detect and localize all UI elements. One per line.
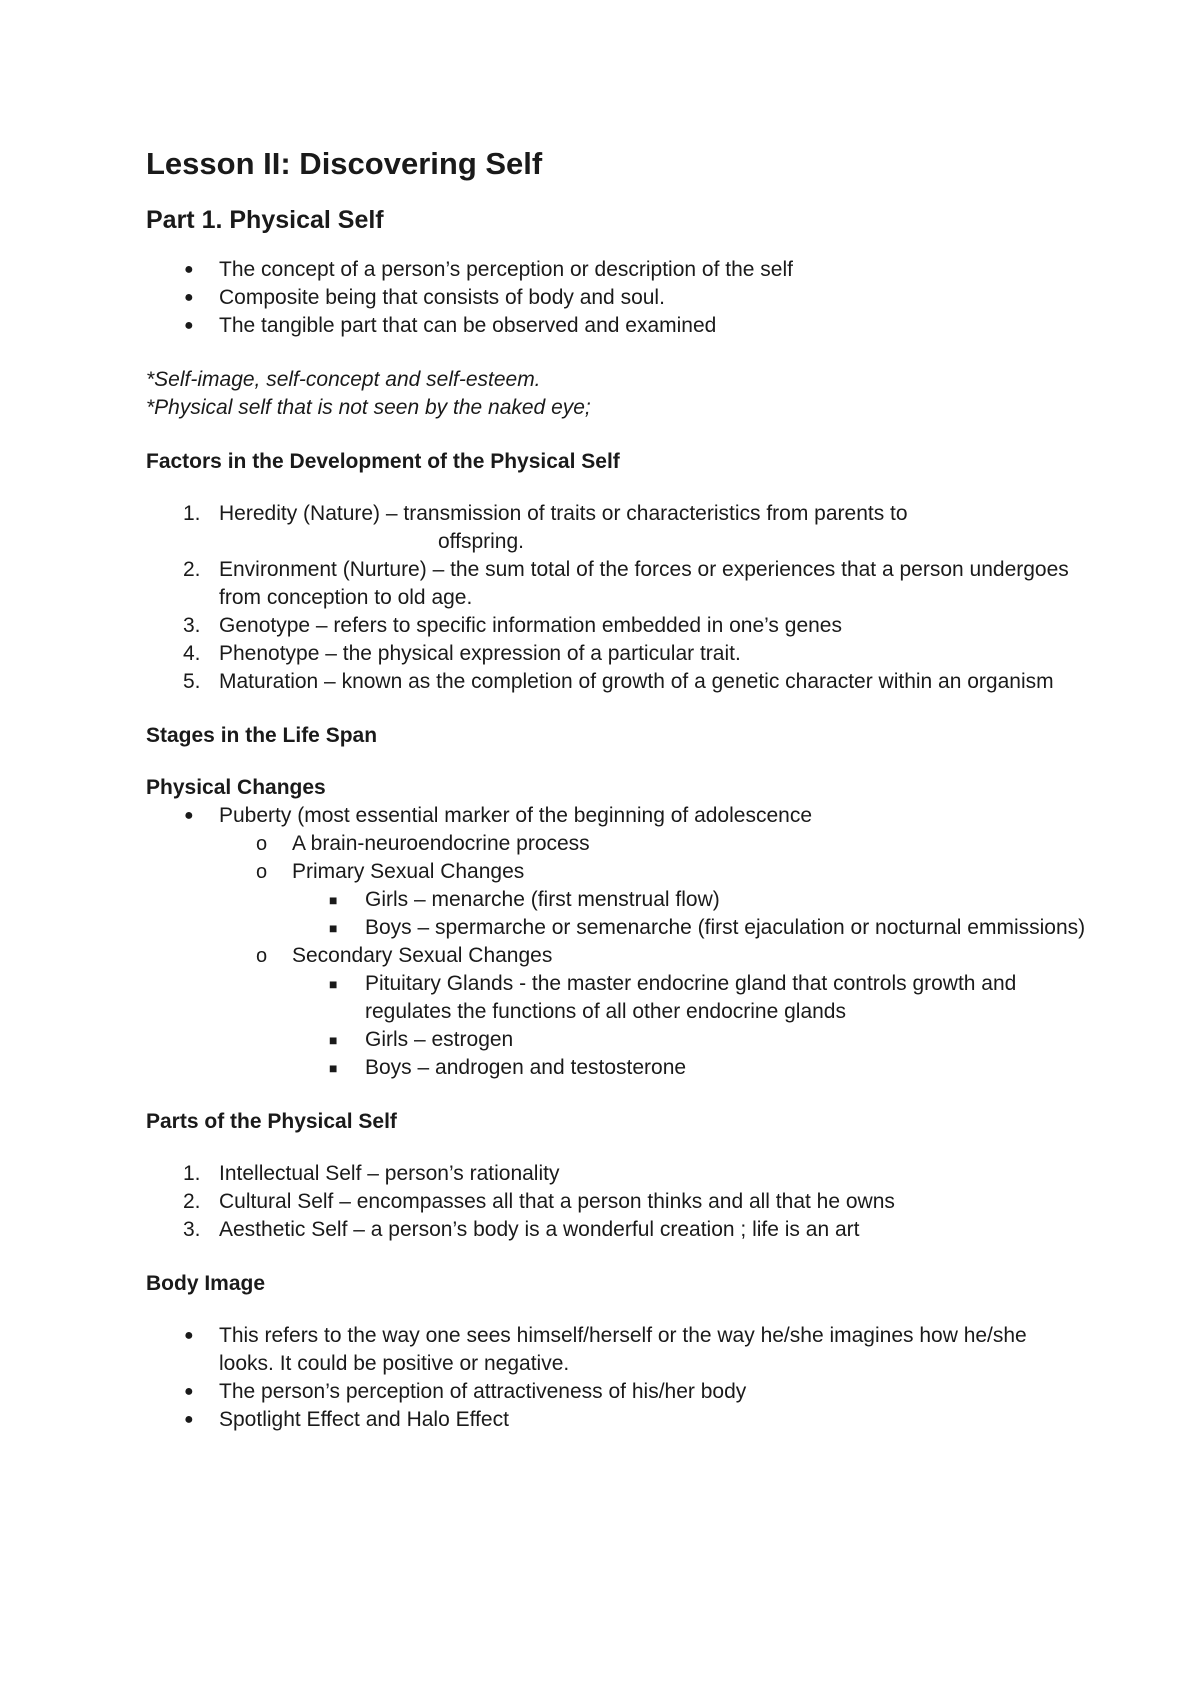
list-item: ● Puberty (most essential marker of the beginning of adolescence <box>146 802 1086 830</box>
list-item: ■ Boys – androgen and testosterone <box>146 1054 1086 1082</box>
number-marker: 2. <box>183 1190 201 1213</box>
circle-marker: o <box>256 861 268 883</box>
list-item: 2. Environment (Nurture) – the sum total of the forces or experiences that a person undergoes from conception to old age. <box>183 558 1069 609</box>
number-marker: 1. <box>183 1162 201 1185</box>
list-item: ● The tangible part that can be observed and examined <box>146 312 1086 340</box>
continuation-text: offspring. <box>438 530 524 553</box>
bullet-marker: ● <box>184 317 194 334</box>
document-page <box>146 140 1086 1434</box>
note-line: *Self-image, self-concept and self-esteem. <box>146 368 541 391</box>
list-item: 5. Maturation – known as the completion of growth of a genetic character within an organism <box>146 668 1086 696</box>
lesson-title: Lesson II: Discovering Self <box>146 146 543 181</box>
bullet-marker: ● <box>184 1327 194 1344</box>
intro-bullet-list <box>146 256 1086 340</box>
number-marker: 3. <box>183 1218 201 1241</box>
factors-heading: Factors in the Development of the Physical Self <box>146 450 620 473</box>
body-image-list <box>146 1322 1086 1434</box>
list-item: 3. Genotype – refers to specific information embedded in one’s genes <box>146 612 1086 640</box>
bullet-marker: ● <box>184 289 194 306</box>
list-item: 1. Heredity (Nature) – transmission of traits or characteristics from parents to offspring. <box>146 500 1086 556</box>
bullet-marker: ● <box>184 807 194 824</box>
list-item: ■ Girls – menarche (first menstrual flow) <box>146 886 1086 914</box>
stages-heading: Stages in the Life Span <box>146 724 378 747</box>
body-image-heading: Body Image <box>146 1272 266 1295</box>
note-line: *Physical self that is not seen by the naked eye; <box>146 396 591 419</box>
square-marker: ■ <box>329 892 338 908</box>
number-marker: 4. <box>183 642 201 665</box>
number-marker: 3. <box>183 614 201 637</box>
circle-marker: o <box>256 833 268 855</box>
bullet-marker: ● <box>184 1411 194 1428</box>
list-item: ● Composite being that consists of body and soul. <box>146 284 1086 312</box>
list-item: ■ Boys – spermarche or semenarche (first ejaculation or nocturnal emmissions) <box>146 914 1086 942</box>
part1-heading: Part 1. Physical Self <box>146 206 384 234</box>
list-item: 3. Aesthetic Self – a person’s body is a wonderful creation ; life is an art <box>146 1216 1086 1244</box>
list-item: 4. Phenotype – the physical expression of a particular trait. <box>146 640 1086 668</box>
list-item: 2. Cultural Self – encompasses all that a person thinks and all that he owns <box>146 1188 1086 1216</box>
number-marker: 2. <box>183 558 201 581</box>
bullet-marker: ● <box>184 261 194 278</box>
circle-marker: o <box>256 945 268 967</box>
square-marker: ■ <box>329 1032 338 1048</box>
list-item: o A brain-neuroendocrine process <box>146 830 1086 858</box>
list-item: ● The concept of a person’s perception or description of the self <box>146 256 1086 284</box>
number-marker: 1. <box>183 502 201 525</box>
square-marker: ■ <box>329 920 338 936</box>
number-marker: 5. <box>183 670 201 693</box>
list-item: o Secondary Sexual Changes <box>146 942 1086 970</box>
list-item: o Primary Sexual Changes <box>146 858 1086 886</box>
square-marker: ■ <box>329 1060 338 1076</box>
list-item: 1. Intellectual Self – person’s rationality <box>146 1160 1086 1188</box>
list-item: ■ Pituitary Glands - the master endocrine gland that controls growth and regulates the functions of all other endocrine glands <box>329 972 1017 1023</box>
parts-list <box>146 1160 1086 1244</box>
list-item: ● This refers to the way one sees himself/herself or the way he/she imagines how he/she looks. It could be positive or negative. <box>184 1324 1027 1375</box>
physical-changes-list <box>146 802 1086 1082</box>
parts-heading: Parts of the Physical Self <box>146 1110 397 1133</box>
list-item: ● Spotlight Effect and Halo Effect <box>146 1406 1086 1434</box>
factors-list <box>146 500 1086 696</box>
physical-changes-heading: Physical Changes <box>146 776 326 799</box>
square-marker: ■ <box>329 976 338 992</box>
list-item: ■ Girls – estrogen <box>146 1026 1086 1054</box>
list-item: ● The person’s perception of attractiveness of his/her body <box>146 1378 1086 1406</box>
bullet-marker: ● <box>184 1383 194 1400</box>
